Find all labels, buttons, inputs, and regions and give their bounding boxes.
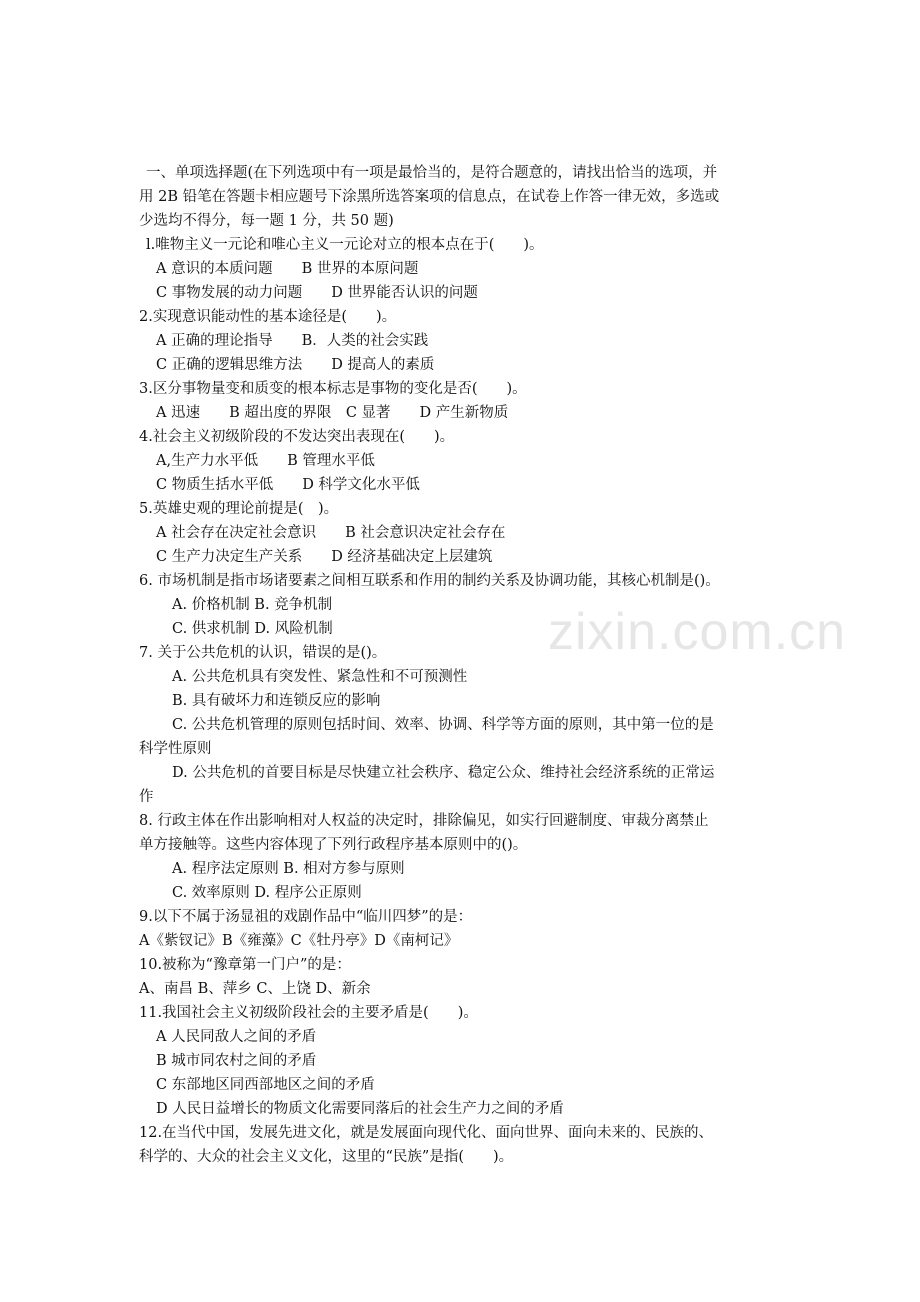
question-3-options: A 迅速 B 超出度的界限 C 显著 D 产生新物质 <box>156 405 509 421</box>
question-12: 12.在当代中国，发展先进文化，就是发展面向现代化、面向世界、面向未来的、民族的、 <box>139 1125 714 1141</box>
question-6-options-ab: A. 价格机制 B. 竞争机制 <box>172 597 333 613</box>
question-6-options-cd: C. 供求机制 D. 风险机制 <box>172 621 333 637</box>
question-1-options-cd: C 事物发展的动力问题 D 世界能否认识的问题 <box>156 285 478 301</box>
question-5-options-ab: A 社会存在决定社会意识 B 社会意识决定社会存在 <box>156 525 506 541</box>
watermark: zixin.com.cn <box>548 603 847 661</box>
question-7-option-c-cont: 科学性原则 <box>139 741 212 757</box>
question-12-cont: 科学的、大众的社会主义文化，这里的“民族”是指( )。 <box>139 1149 514 1165</box>
question-4-options-ab: A,生产力水平低 B 管理水平低 <box>156 453 375 469</box>
section-heading-line-1: 一、单项选择题(在下列选项中有一项是最恰当的，是符合题意的，请找出恰当的选项，并 <box>146 165 718 181</box>
question-9: 9.以下不属于汤显祖的戏剧作品中“临川四梦”的是： <box>139 909 473 925</box>
section-heading-line-3: 少选均不得分，每一题 1 分，共 50 题) <box>139 213 394 229</box>
question-10: 10.被称为“豫章第一门户”的是： <box>139 957 351 973</box>
question-7-option-c: C. 公共危机管理的原则包括时间、效率、协调、科学等方面的原则，其中第一位的是 <box>172 717 714 733</box>
question-11-option-d: D 人民日益增长的物质文化需要同落后的社会生产力之间的矛盾 <box>156 1101 564 1117</box>
question-7-option-d: D. 公共危机的首要目标是尽快建立社会秩序、稳定公众、维持社会经济系统的正常运 <box>172 765 715 781</box>
question-11: 11.我国社会主义初级阶段社会的主要矛盾是( )。 <box>139 1005 478 1021</box>
question-7-option-b: B. 具有破坏力和连锁反应的影响 <box>172 693 381 709</box>
question-5: 5.英雄史观的理论前提是( )。 <box>139 501 339 517</box>
question-7-option-d-cont: 作 <box>139 789 154 805</box>
question-7-option-a: A. 公共危机具有突发性、紧急性和不可预测性 <box>172 669 468 685</box>
question-3: 3.区分事物量变和质变的根本标志是事物的变化是否( )。 <box>139 381 527 397</box>
question-6: 6. 市场机制是指市场诸要素之间相互联系和作用的制约关系及协调功能，其核心机制是()。 <box>139 573 720 589</box>
question-8-options-cd: C. 效率原则 D. 程序公正原则 <box>172 885 362 901</box>
question-11-option-c: C 东部地区同西部地区之间的矛盾 <box>156 1077 375 1093</box>
question-1: l.唯物主义一元论和唯心主义一元论对立的根本点在于( )。 <box>146 237 544 253</box>
question-4: 4.社会主义初级阶段的不发达突出表现在( )。 <box>139 429 455 445</box>
question-7: 7. 关于公共危机的认识，错误的是()。 <box>139 645 387 661</box>
question-4-options-cd: C 物质生括水平低 D 科学文化水平低 <box>156 477 420 493</box>
question-9-options: A《紫钗记》B《雍藻》C《牡丹亭》D《南柯记》 <box>139 933 459 949</box>
section-heading-line-2: 用 2B 铅笔在答题卡相应题号下涂黑所选答案项的信息点，在试卷上作答一律无效，多选或 <box>139 189 720 205</box>
question-2: 2.实现意识能动性的基本途径是( )。 <box>139 309 397 325</box>
question-8-options-ab: A. 程序法定原则 B. 相对方参与原则 <box>172 861 405 877</box>
question-11-option-b: B 城市同农村之间的矛盾 <box>156 1053 317 1069</box>
question-10-options: A、南昌 B、萍乡 C、上饶 D、新余 <box>139 981 371 997</box>
question-8-cont: 单方接触等。这些内容体现了下列行政程序基本原则中的()。 <box>139 837 528 853</box>
question-11-option-a: A 人民同敌人之间的矛盾 <box>156 1029 317 1045</box>
question-1-options-ab: A 意识的本质问题 B 世界的本原问题 <box>156 261 419 277</box>
question-2-options-ab: A 正确的理论指导 B．人类的社会实践 <box>156 333 429 349</box>
question-5-options-cd: C 生产力决定生产关系 D 经济基础决定上层建筑 <box>156 549 493 565</box>
question-2-options-cd: C 正确的逻辑思维方法 D 提高人的素质 <box>156 357 435 373</box>
question-8: 8. 行政主体在作出影响相对人权益的决定时，排除偏见，如实行回避制度、审裁分离禁止 <box>139 813 709 829</box>
